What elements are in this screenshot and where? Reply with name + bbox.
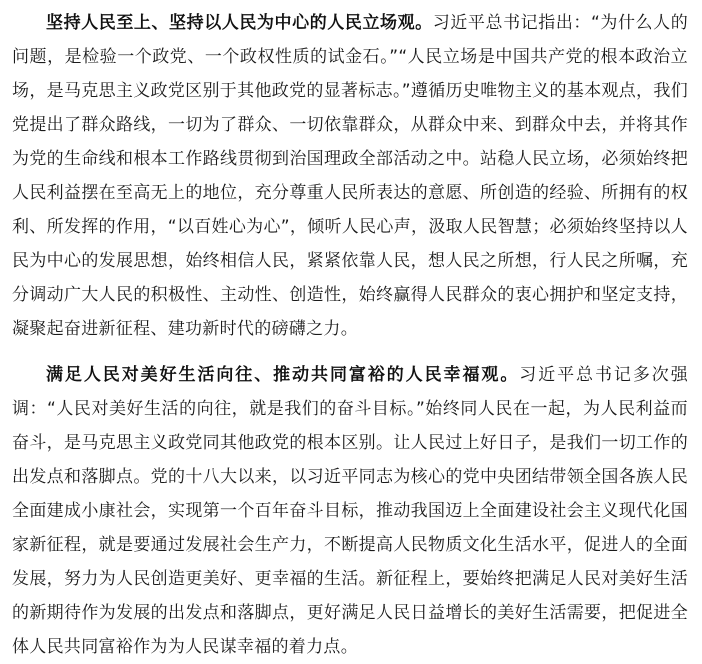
paragraph-heading: 坚持人民至上、坚持以人民为中心的人民立场观。 [46,13,433,33]
paragraph-people-stance [12,6,688,346]
paragraph-people-happiness [12,358,688,664]
paragraph-text: 习近平总书记多次强调：“人民对美好生活的向往，就是我们的奋斗目标。”始终同人民在一起，为人民利益而奋斗，是马克思主义政党同其他政党的根本区别。让人民过上好日子，是我们一切工作的出发点和落脚点。党的十八大以来，以习近平同志为核心的党中央团结带领全国各族人民全面建成小康社会，实现第一个百年奋斗目标，推动我国迈上全面建设社会主义现代化国家新征程，就是要通过发展社会生产力，不断提高人民物质文化生活水平，促进人的全面发展，努力为人民创造更美好、更幸福的生活。新征程上，要始终把满足人民对美好生活的新期待作为发展的出发点和落脚点，更好满足人民日益增长的美好生活需要，把促进全体人民共同富裕作为为人民谋幸福的着力点。 [12,365,689,657]
paragraph-heading: 满足人民对美好生活向往、推动共同富裕的人民幸福观。 [46,365,520,385]
paragraph-text: 习近平总书记指出：“为什么人的问题，是检验一个政党、一个政权性质的试金石。”“人民立场是中国共产党的根本政治立场，是马克思主义政党区别于其他政党的显著标志。”遵循历史唯物主义的基本观点，我们党提出了群众路线，一切为了群众、一切依靠群众，从群众中来、到群众中去，并将其作为党的生命线和根本工作路线贯彻到治国理政全部活动之中。站稳人民立场，必须始终把人民利益摆在至高无上的地位，充分尊重人民所表达的意愿、所创造的经验、所拥有的权利、所发挥的作用，“以百姓心为心”，倾听人民心声，汲取人民智慧；必须始终坚持以人民为中心的发展思想，始终相信人民，紧紧依靠人民，想人民之所想，行人民之所嘱，充分调动广大人民的积极性、主动性、创造性，始终赢得人民群众的衷心拥护和坚定支持，凝聚起奋进新征程、建功新时代的磅礴之力。 [12,13,688,339]
article-body [12,6,688,664]
